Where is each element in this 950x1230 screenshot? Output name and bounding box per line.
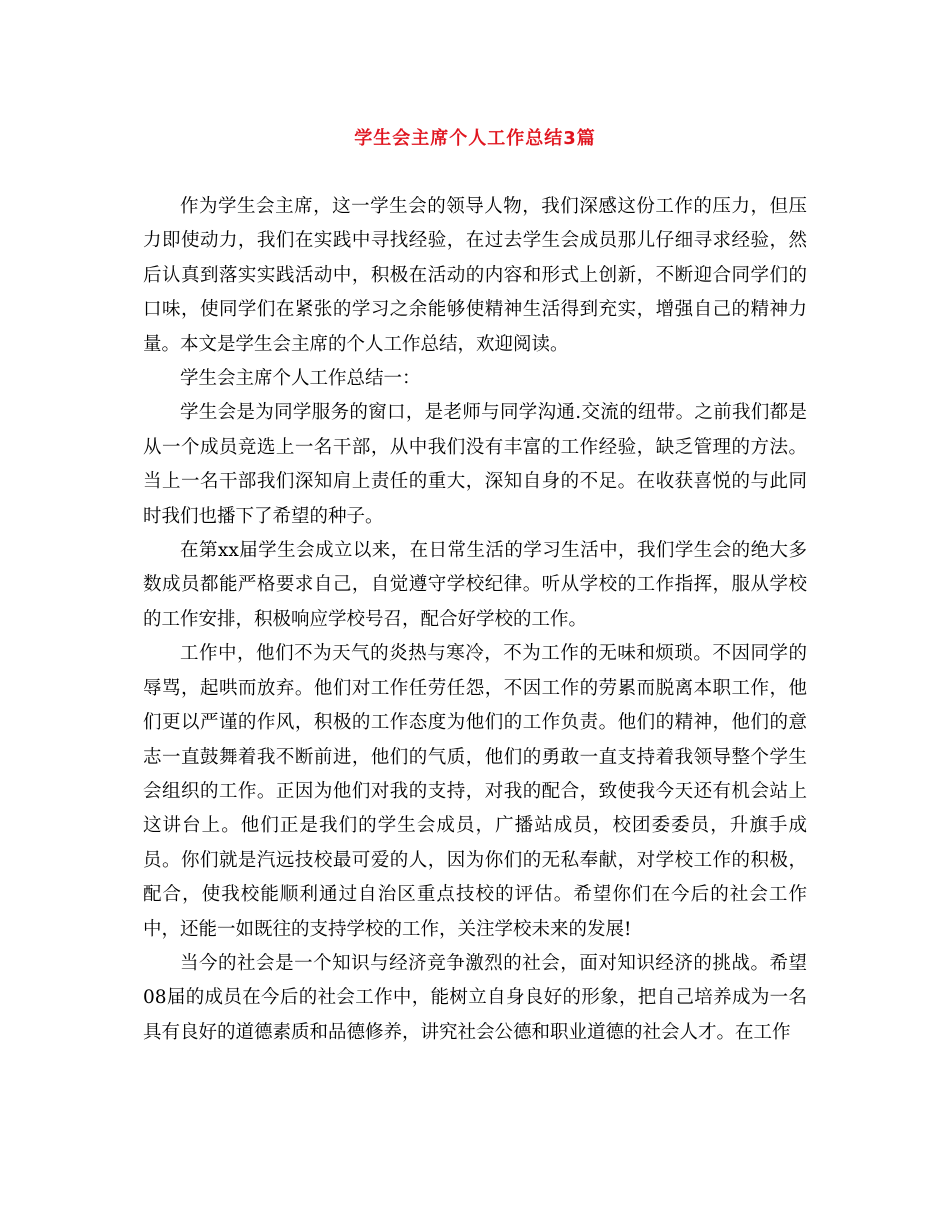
paragraph: 当今的社会是一个知识与经济竞争激烈的社会，面对知识经济的挑战。希望08届的成员在今后的社会工作中，能树立自身良好的形象，把自己培养成为一名具有良好的道德素质和品德修养，讲究社会公德和职业道德的社会人才。在工作 (143, 952, 807, 1043)
document-title: 学生会主席个人工作总结3篇 (354, 128, 596, 149)
section-heading-one: 学生会主席个人工作总结一： (180, 368, 421, 390)
paragraph: 在第xx届学生会成立以来，在日常生活的学习生活中，我们学生会的绝大多数成员都能严格要求自己，自觉遵守学校纪律。听从学校的工作指挥，服从学校的工作安排，积极响应学校号召，配合好学校的工作。 (143, 540, 807, 630)
paragraph-intro: 作为学生会主席，这一学生会的领导人物，我们深感这份工作的压力，但压力即使动力，我们在实践中寻找经验，在过去学生会成员那儿仔细寻求经验，然后认真到落实实践活动中，积极在活动的内容和形式上创新，不断迎合同学们的口味，使同学们在紧张的学习之余能够使精神生活得到充实，增强自己的精神力量。本文是学生会主席的个人工作总结，欢迎阅读。 (143, 196, 807, 355)
paragraph: 学生会是为同学服务的窗口，是老师与同学沟通.交流的纽带。之前我们都是从一个成员竞选上一名干部，从中我们没有丰富的工作经验，缺乏管理的方法。当上一名干部我们深知肩上责任的重大，深知自身的不足。在收获喜悦的与此同时我们也播下了希望的种子。 (143, 402, 807, 527)
document-body (143, 190, 807, 1050)
paragraph: 工作中，他们不为天气的炎热与寒冷，不为工作的无味和烦琐。不因同学的辱骂，起哄而放弃。他们对工作任劳任怨，不因工作的劳累而脱离本职工作，他们更以严谨的作风，积极的工作态度为他们的工作负责。他们的精神，他们的意志一直鼓舞着我不断前进，他们的气质，他们的勇敢一直支持着我领导整个学生会组织的工作。正因为他们对我的支持，对我的配合，致使我今天还有机会站上这讲台上。他们正是我们的学生会成员，广播站成员，校团委委员，升旗手成员。你们就是汽远技校最可爱的人，因为你们的无私奉献，对学校工作的积极，配合，使我校能顺利通过自治区重点技校的评估。希望你们在今后的社会工作中，还能一如既往的支持学校的工作，关注学校未来的发展! (143, 643, 807, 940)
